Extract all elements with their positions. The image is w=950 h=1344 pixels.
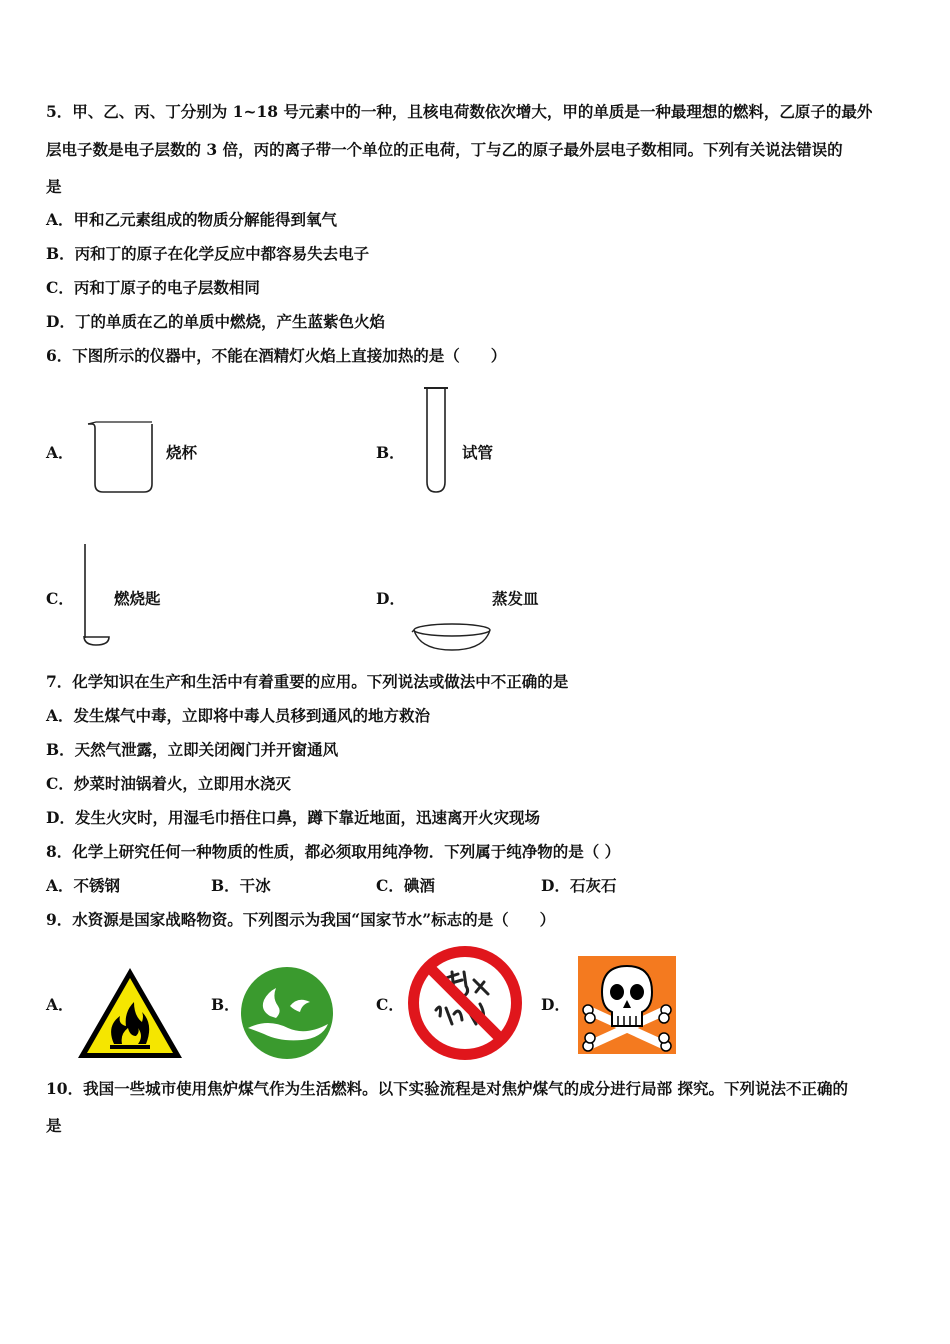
- q5-stem-line2: 层电子数是电子层数的 3 倍，丙的离子带一个单位的正电荷，丁与乙的原子最外层电子数相同。下列有关说法错误的: [46, 140, 843, 159]
- q8-option-a: A．不锈钢: [46, 876, 121, 895]
- q7-option-a: A．发生煤气中毒，立即将中毒人员移到通风的地方救治: [46, 706, 431, 725]
- q8-option-b: B．干冰: [211, 876, 271, 895]
- q6-option-a-caption: 烧杯: [166, 443, 198, 462]
- q6-option-a-letter: A．: [46, 443, 74, 462]
- combustion-spoon-icon: [80, 542, 114, 648]
- evaporating-dish-icon: [412, 620, 494, 652]
- q6-option-c-caption: 燃烧匙: [114, 589, 161, 608]
- q8-option-d: D．石灰石: [541, 876, 617, 895]
- q6-option-b-letter: B．: [376, 443, 405, 462]
- beaker-icon: [86, 420, 156, 496]
- q7-option-d: D．发生火灾时，用湿毛巾捂住口鼻，蹲下靠近地面，迅速离开火灾现场: [46, 808, 540, 827]
- q6-option-c-letter: C．: [46, 589, 74, 608]
- q6-stem: 6．下图所示的仪器中，不能在酒精灯火焰上直接加热的是（ ）: [46, 346, 507, 365]
- q5-stem-line3: 是: [46, 177, 62, 196]
- no-burning-sign-icon: [406, 944, 524, 1062]
- q5-option-c: C．丙和丁原子的电子层数相同: [46, 278, 260, 297]
- q10-stem-line2: 是: [46, 1116, 62, 1135]
- q9-option-c-letter: C．: [376, 995, 404, 1014]
- q9-option-a-letter: A．: [46, 995, 74, 1014]
- q5-option-b: B．丙和丁的原子在化学反应中都容易失去电子: [46, 244, 370, 263]
- q7-option-b: B．天然气泄露，立即关闭阀门并开窗通风: [46, 740, 339, 759]
- q10-stem-line1: 10．我国一些城市使用焦炉煤气作为生活燃料。以下实验流程是对焦炉煤气的成分进行局部 探究。下列说法不正确的: [46, 1079, 848, 1098]
- q5-option-d: D．丁的单质在乙的单质中燃烧，产生蓝紫色火焰: [46, 312, 385, 331]
- q8-option-c: C．碘酒: [376, 876, 435, 895]
- q5-stem-line1: 5．甲、乙、丙、丁分别为 1~18 号元素中的一种，且核电荷数依次增大，甲的单质是一种最理想的燃料，乙原子的最外: [46, 102, 873, 121]
- q8-stem: 8．化学上研究任何一种物质的性质，都必须取用纯净物．下列属于纯净物的是（ ）: [46, 842, 621, 861]
- test-tube-icon: [424, 386, 450, 496]
- water-saving-logo-icon: [240, 966, 334, 1060]
- flammable-warning-icon: [76, 966, 184, 1060]
- q6-option-d-letter: D．: [376, 589, 405, 608]
- toxic-skull-icon: [578, 956, 676, 1054]
- q6-option-b-caption: 试管: [462, 443, 494, 462]
- q9-stem: 9．水资源是国家战略物资。下列图示为我国“国家节水”标志的是（ ）: [46, 910, 556, 929]
- q9-option-d-letter: D．: [541, 995, 570, 1014]
- q6-option-d-caption: 蒸发皿: [492, 589, 539, 608]
- q7-option-c: C．炒菜时油锅着火，立即用水浇灭: [46, 774, 291, 793]
- q7-stem: 7．化学知识在生产和生活中有着重要的应用。下列说法或做法中不正确的是: [46, 672, 569, 691]
- q9-option-b-letter: B．: [211, 995, 240, 1014]
- q5-option-a: A．甲和乙元素组成的物质分解能得到氧气: [46, 210, 338, 229]
